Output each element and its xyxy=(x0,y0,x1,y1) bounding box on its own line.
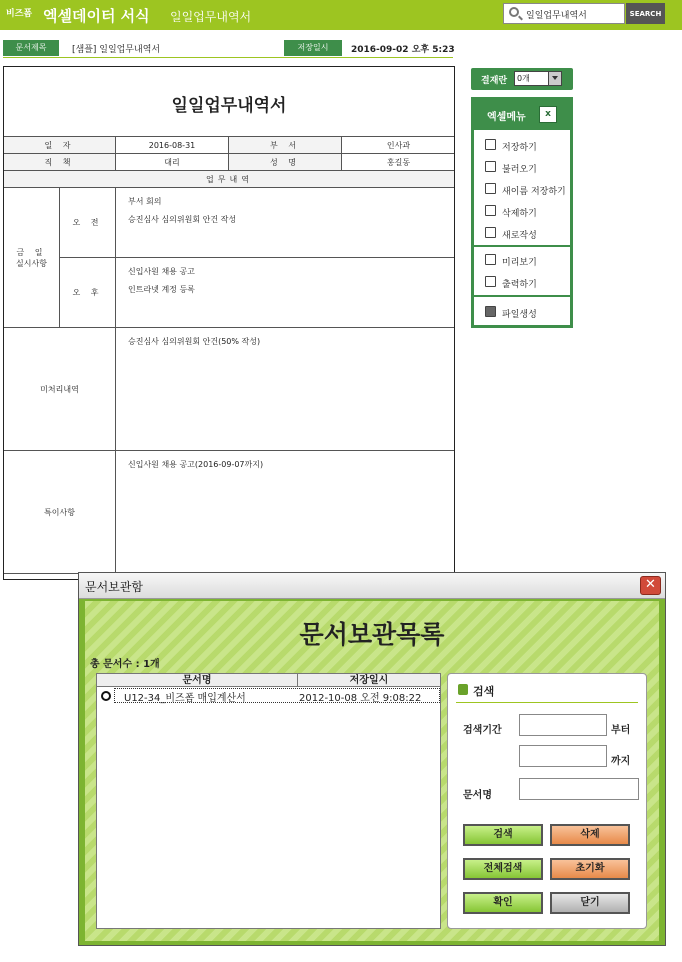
search-button[interactable]: SEARCH xyxy=(626,3,665,24)
app-title: 엑셀데이터 서식 xyxy=(43,7,150,25)
menu-save[interactable] xyxy=(482,136,568,156)
search-input[interactable] xyxy=(526,7,624,21)
date-to-input[interactable] xyxy=(519,745,607,767)
pm-label: 오 후 xyxy=(60,258,116,328)
row-saved-time: 2012-10-08 오전 9:08:22 xyxy=(299,693,422,704)
date-from-input[interactable] xyxy=(519,714,607,736)
menu-create-file[interactable] xyxy=(482,303,568,323)
menu-divider xyxy=(474,245,570,247)
am-line-1: 부서 회의 xyxy=(128,197,162,206)
pm-line-1: 신입사원 채용 공고 xyxy=(128,267,195,276)
excel-icon: x xyxy=(539,106,557,123)
name-value[interactable]: 홍길동 xyxy=(342,154,456,171)
search-icon xyxy=(509,7,519,17)
dialog-titlebar[interactable] xyxy=(79,573,665,599)
delete-button[interactable]: 삭제 xyxy=(550,824,630,846)
menu-save-as-label: 새이름 저장하기 xyxy=(502,187,566,197)
dept-value[interactable]: 인사과 xyxy=(342,137,456,154)
docname-input[interactable] xyxy=(519,778,639,800)
bizform-logo: 비즈폼 xyxy=(6,9,33,19)
document-storage-dialog xyxy=(78,572,666,946)
special-content[interactable] xyxy=(116,451,456,574)
search-panel-icon xyxy=(458,684,468,695)
pm-line-2: 인트라넷 계정 등록 xyxy=(128,285,195,294)
special-label: 특이사항 xyxy=(4,451,116,574)
search-panel-title: 검색 xyxy=(473,685,495,698)
row-doc-name: U12-34_비즈폼 매입계산서 xyxy=(124,693,246,704)
position-label: 직 책 xyxy=(4,154,116,171)
ok-button[interactable]: 확인 xyxy=(463,892,543,914)
dept-label: 부 서 xyxy=(229,137,342,154)
dialog-body xyxy=(85,601,659,941)
from-label: 부터 xyxy=(611,725,631,736)
search-box xyxy=(503,3,625,24)
menu-print-label: 출력하기 xyxy=(502,280,537,290)
approval-select[interactable] xyxy=(514,71,562,86)
pm-content[interactable] xyxy=(116,258,456,328)
print-icon xyxy=(485,276,496,287)
list-header xyxy=(97,674,440,687)
search-submit-button[interactable]: 검색 xyxy=(463,824,543,846)
approval-label: 결재란 xyxy=(481,76,508,86)
menu-load-label: 불러오기 xyxy=(502,165,537,175)
menu-create-file-label: 파일생성 xyxy=(502,310,537,320)
saved-time-tag: 저장일시 xyxy=(284,40,342,56)
reset-button[interactable]: 초기화 xyxy=(550,858,630,880)
search-all-button[interactable]: 전체검색 xyxy=(463,858,543,880)
total-count: 총 문서수 : 1개 xyxy=(90,659,160,670)
menu-divider xyxy=(474,295,570,297)
close-button[interactable]: 닫기 xyxy=(550,892,630,914)
today-label-line2: 실시사항 xyxy=(16,258,47,268)
folder-icon xyxy=(485,306,496,317)
excel-menu-title: 엑셀메뉴 xyxy=(487,112,526,123)
menu-delete[interactable] xyxy=(482,202,568,222)
menu-load[interactable] xyxy=(482,158,568,178)
pending-content[interactable] xyxy=(116,328,456,451)
doc-title-tag: 문서제목 xyxy=(3,40,59,56)
dialog-heading: 문서보관목록 xyxy=(299,620,445,649)
new-doc-icon xyxy=(485,227,496,238)
special-line-1: 신입사원 채용 공고(2016-09-07까지) xyxy=(128,460,264,469)
close-icon[interactable]: ✕ xyxy=(640,576,661,595)
col-doc-name[interactable]: 문서명 xyxy=(97,674,298,687)
daily-report-form xyxy=(3,66,455,580)
form-table xyxy=(3,136,455,574)
info-divider xyxy=(3,57,453,58)
approval-bar xyxy=(471,68,573,90)
trash-icon xyxy=(485,205,496,216)
menu-new-label: 새로작성 xyxy=(502,231,537,241)
table-row[interactable] xyxy=(97,688,440,702)
date-label: 일 자 xyxy=(4,137,116,154)
approval-select-value: 0개 xyxy=(517,74,530,83)
menu-print[interactable] xyxy=(482,273,568,293)
doc-title-value: [샘플] 일일업무내역서 xyxy=(72,45,161,55)
menu-save-as[interactable] xyxy=(482,180,568,200)
search-panel xyxy=(447,673,647,929)
chevron-down-icon[interactable] xyxy=(548,72,561,85)
menu-new[interactable] xyxy=(482,224,568,244)
today-label-line1: 금 일 xyxy=(16,247,47,257)
docname-label: 문서명 xyxy=(463,790,492,801)
top-header xyxy=(0,0,682,30)
excel-menu-header xyxy=(474,100,570,130)
search-panel-divider xyxy=(456,702,638,703)
load-icon xyxy=(485,161,496,172)
today-label xyxy=(4,188,60,328)
form-title: 일일업무내역서 xyxy=(171,96,287,116)
row-radio[interactable] xyxy=(101,691,111,701)
app-subtitle: 일일업무내역서 xyxy=(170,10,252,24)
name-label: 성 명 xyxy=(229,154,342,171)
excel-menu xyxy=(471,97,573,328)
saved-time-value: 2016-09-02 오후 5:23 xyxy=(351,45,455,55)
pending-label: 미처리내역 xyxy=(4,328,116,451)
document-list xyxy=(96,673,441,929)
am-line-2: 승진심사 심의위원회 안건 작성 xyxy=(128,215,237,224)
menu-delete-label: 삭제하기 xyxy=(502,209,537,219)
preview-icon xyxy=(485,254,496,265)
menu-save-label: 저장하기 xyxy=(502,143,537,153)
save-as-icon xyxy=(485,183,496,194)
col-saved-time[interactable]: 저장일시 xyxy=(349,675,389,686)
position-value[interactable]: 대리 xyxy=(116,154,229,171)
date-value[interactable]: 2016-08-31 xyxy=(116,137,229,154)
dialog-title: 문서보관함 xyxy=(85,580,143,594)
menu-preview[interactable] xyxy=(482,251,568,271)
am-label: 오 전 xyxy=(60,188,116,258)
menu-preview-label: 미리보기 xyxy=(502,258,537,268)
to-label: 까지 xyxy=(611,756,631,767)
am-content[interactable] xyxy=(116,188,456,258)
pending-line-1: 승진심사 심의위원회 안건(50% 작성) xyxy=(128,337,261,346)
save-icon xyxy=(485,139,496,150)
work-header: 업무내역 xyxy=(4,171,456,188)
period-label: 검색기간 xyxy=(463,725,502,736)
